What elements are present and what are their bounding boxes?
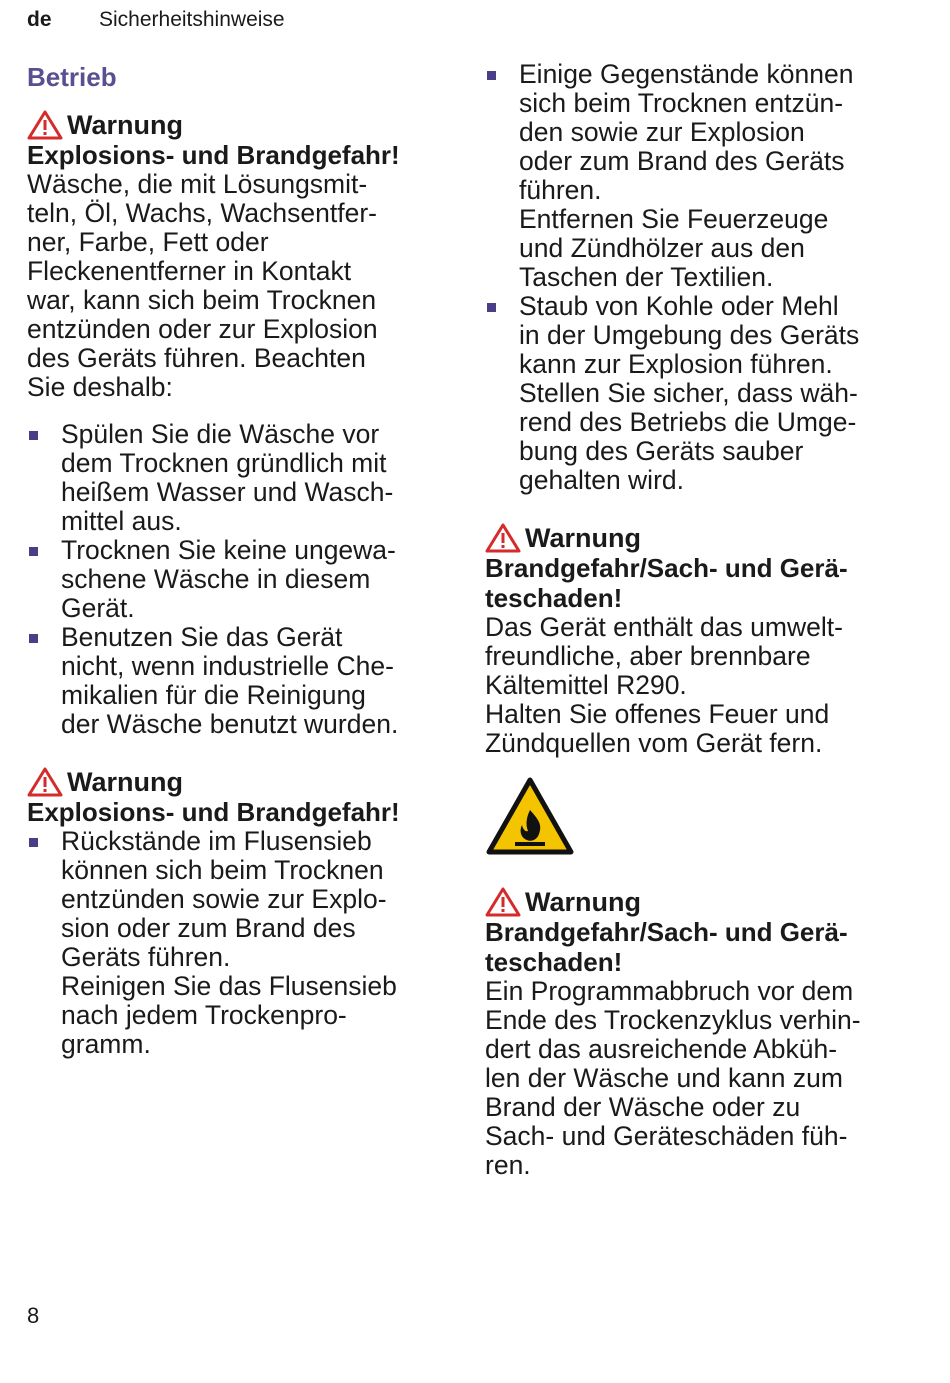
list-item: Spülen Sie die Wäsche vor dem Trocknen gründlich mit heißem Wasser und Wasch- mittel aus.: [27, 420, 452, 536]
warning-subtitle: Brandgefahr/Sach- und Gerä- teschaden!: [485, 917, 848, 977]
warning-bullet-list: [27, 420, 452, 739]
warning-bullet-list: [27, 827, 452, 1059]
bullet-square-icon: [29, 634, 38, 643]
list-item: Staub von Kohle oder Mehl in der Umgebung des Geräts kann zur Explosion führen. Stellen Sie sicher, dass wäh- rend des Betriebs die Umge- bung des Geräts sauber gehalten wird.: [485, 292, 910, 495]
left-column: [27, 60, 452, 1059]
warning-triangle-icon: [27, 767, 63, 797]
warning-body: Wäsche, die mit Lösungsmit- teln, Öl, Wachs, Wachsentfer- ner, Farbe, Fett oder Fleckenentferner in Kontakt war, kann sich beim Trocknen entzünden oder zur Explosion des Geräts führen. Beachten Sie deshalb:: [27, 169, 378, 402]
right-column: [485, 60, 910, 1180]
list-item: Rückstände im Flusensieb können sich beim Trocknen entzünden sowie zur Explo- sion oder zum Brand des Geräts führen. Reinigen Sie das Flusensieb nach jedem Trockenpro- gramm.: [27, 827, 452, 1059]
warning-heading-1: [27, 110, 452, 140]
bullet-square-icon: [487, 303, 496, 312]
language-code: de: [27, 8, 52, 31]
warning-label: Warnung: [525, 887, 641, 917]
warning-subtitle: Explosions- und Brandgefahr!: [27, 797, 400, 827]
page-number: 8: [27, 1303, 40, 1328]
warning-label: Warnung: [67, 767, 183, 797]
header-title: Sicherheitshinweise: [99, 8, 285, 31]
bullet-square-icon: [487, 71, 496, 80]
warning-triangle-icon: [27, 110, 63, 140]
bullet-square-icon: [29, 431, 38, 440]
warning-label: Warnung: [525, 523, 641, 553]
warning-subtitle: Brandgefahr/Sach- und Gerä- teschaden!: [485, 553, 848, 613]
bullet-square-icon: [29, 838, 38, 847]
warning-label: Warnung: [67, 110, 183, 140]
bullet-list: [485, 60, 910, 495]
warning-heading-4: [485, 887, 910, 917]
list-item: Benutzen Sie das Gerät nicht, wenn industrielle Che- mikalien für die Reinigung der Wäsche benutzt wurden.: [27, 623, 452, 739]
warning-triangle-icon: [485, 887, 521, 917]
warning-triangle-icon: [485, 523, 521, 553]
warning-heading-3: [485, 523, 910, 553]
warning-heading-2: [27, 767, 452, 797]
flammable-warning-icon: [485, 776, 575, 856]
list-item: Einige Gegenstände können sich beim Trocknen entzün- den sowie zur Explosion oder zum Brand des Geräts führen. Entfernen Sie Feuerzeuge und Zündhölzer aus den Taschen der Textilien.: [485, 60, 910, 292]
page-header: [27, 8, 285, 32]
warning-body: Das Gerät enthält das umwelt- freundliche, aber brennbare Kältemittel R290. Halten Sie offenes Feuer und Zündquellen vom Gerät fern.: [485, 612, 843, 758]
list-item: Trocknen Sie keine ungewa- schene Wäsche in diesem Gerät.: [27, 536, 452, 623]
warning-body: Ein Programmabbruch vor dem Ende des Trockenzyklus verhin- dert das ausreichende Abküh- len der Wäsche und kann zum Brand der Wäsche oder zu Sach- und Geräteschäden füh- ren.: [485, 976, 861, 1180]
warning-subtitle: Explosions- und Brandgefahr!: [27, 140, 400, 170]
section-title: Betrieb: [27, 62, 117, 92]
bullet-square-icon: [29, 547, 38, 556]
